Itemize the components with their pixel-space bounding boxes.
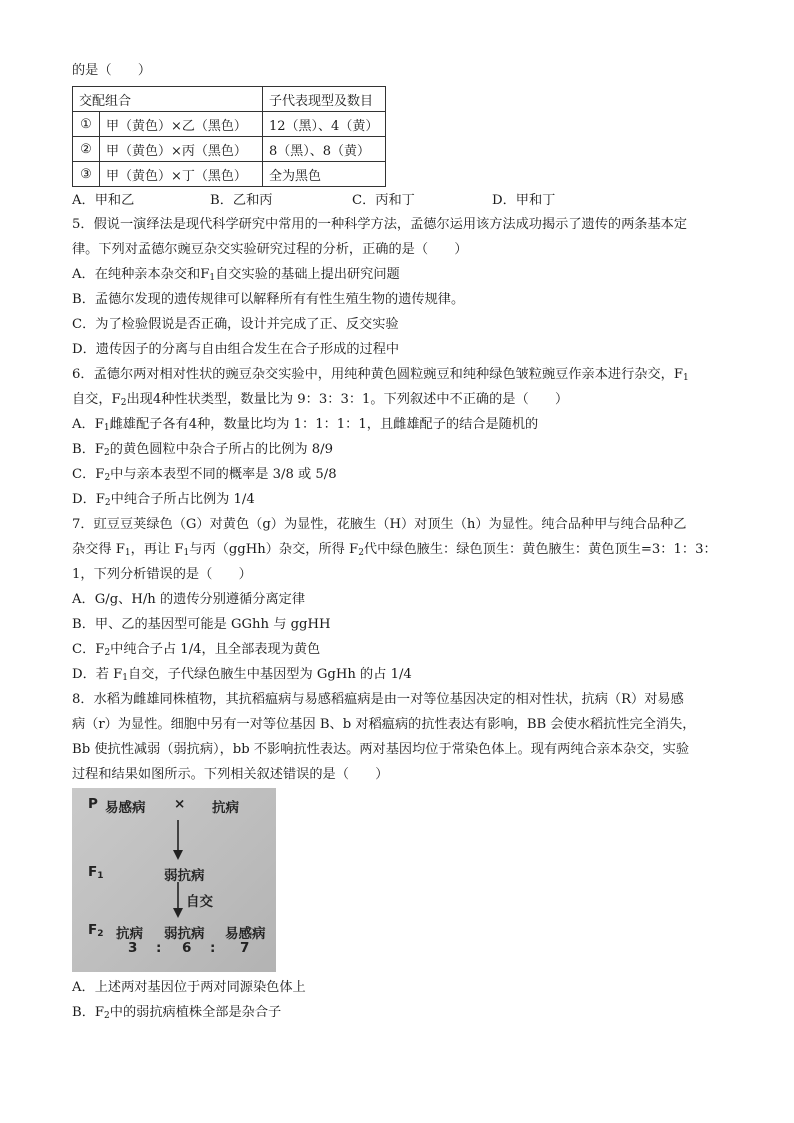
f2-susceptible: 易感病 [225,926,266,942]
header-offspring: 子代表现型及数目 [263,87,386,112]
cross-pair: 甲（黄色）×丁（黑色） [100,162,263,187]
row-number: ① [73,112,100,137]
f1-weak-resistant: 弱抗病 [164,868,205,884]
q8-stem-line-2: 病（r）为显性。细胞中另有一对等位基因 B、b 对稻瘟病的抗性表达有影响，BB 会使水稻抗性完全消失， [72,717,696,732]
selfing-label: 自交 [186,894,213,910]
header-cross-combination: 交配组合 [73,87,263,112]
q6-stem-line-1: 6．孟德尔两对相对性状的豌豆杂交实验中，用纯种黄色圆粒豌豆和纯种绿色皱粒豌豆作亲本进行杂交，$F_1$ [72,367,689,383]
q6-option-b: B．$F_2$的黄色圆粒中杂合子所占的比例为 8/9 [72,442,333,458]
cross-symbol: × [174,796,186,812]
parent-susceptible: 易感病 [105,800,146,816]
q4-option-b: B．乙和丙 [210,193,273,208]
q5-stem-line-2: 律。下列对孟德尔豌豆杂交实验研究过程的分析，正确的是（ ） [72,242,468,257]
q7-option-b: B．甲、乙的基因型可能是 GGhh 与 ggHH [72,617,331,632]
offspring-result: 8（黑）、8（黄） [263,137,386,162]
label-p: P [88,796,98,812]
table-row [73,162,386,187]
q6-option-d: D．$F_2$中纯合子所占比例为 1/4 [72,492,255,508]
q5-option-d: D．遗传因子的分离与自由组合发生在合子形成的过程中 [72,342,400,357]
q7-stem-line-3: 1，下列分析错误的是（ ） [72,567,252,582]
arrow-p-to-f1-head [173,850,183,860]
q7-option-c: C．$F_2$中纯合子占 1/4，且全部表现为黄色 [72,642,321,658]
ratio-resistant: 3 [128,940,138,956]
ratio-colon: : [210,940,216,956]
parent-resistant: 抗病 [212,800,239,816]
cross-table [72,86,386,187]
offspring-result: 全为黑色 [263,162,386,187]
arrow-f1-to-f2-head [173,908,183,918]
table-header-row [73,87,386,112]
q6-stem-line-2: 自交，$F_2$出现4种性状类型，数量比为 9：3：3：1。下列叙述中不正确的是（ ） [72,392,569,408]
q5-option-b: B．孟德尔发现的遗传规律可以解释所有有性生殖生物的遗传规律。 [72,292,465,307]
q4-option-d: D．甲和丁 [492,193,556,208]
q4-option-a: A．甲和乙 [72,193,135,208]
cross-pair: 甲（黄色）×丙（黑色） [100,137,263,162]
q5-option-c: C．为了检验假说是否正确，设计并完成了正、反交实验 [72,317,399,332]
q8-stem-line-3: Bb 使抗性减弱（弱抗病），bb 不影响抗性表达。两对基因均位于常染色体上。现有两纯合亲本杂交，实验 [72,742,690,757]
q8-stem-line-4: 过程和结果如图所示。下列相关叙述错误的是（ ） [72,767,389,782]
q4-option-c: C．丙和丁 [352,193,415,208]
q7-option-a: A．G/g、H/h 的遗传分别遵循分离定律 [72,592,306,607]
q8-option-b: B．$F_2$中的弱抗病植株全部是杂合子 [72,1005,282,1021]
f2-weak-resistant: 弱抗病 [164,926,205,942]
label-f1: $F_1$ [88,864,104,881]
q8-stem-line-1: 8．水稻为雌雄同株植物，其抗稻瘟病与易感稻瘟病是由一对等位基因决定的相对性状，抗病（R）对易感 [72,692,684,707]
cross-pair: 甲（黄色）×乙（黑色） [100,112,263,137]
ratio-colon: : [156,940,162,956]
q4-stem-tail: 的是（ ） [72,63,152,78]
q5-stem-line-1: 5．假说一演绎法是现代科学研究中常用的一种科学方法，孟德尔运用该方法成功揭示了遗传的两条基本定 [72,217,688,232]
q6-option-a: A．$F_1$雌雄配子各有4种，数量比均为 1：1：1：1，且雌雄配子的结合是随机的 [72,417,539,433]
q6-option-c: C．$F_2$中与亲本表型不同的概率是 3/8 或 5/8 [72,467,337,483]
table-row [73,137,386,162]
table-row [73,112,386,137]
ratio-susceptible: 7 [240,940,250,956]
offspring-result: 12（黑）、4（黄） [263,112,386,137]
q7-stem-line-1: 7．豇豆豆荚绿色（G）对黄色（g）为显性，花腋生（H）对顶生（h）为显性。纯合品种甲与纯合品种乙 [72,517,687,532]
q8-option-a: A．上述两对基因位于两对同源染色体上 [72,980,306,995]
cross-diagram-figure [72,788,276,972]
row-number: ② [73,137,100,162]
f2-resistant: 抗病 [116,926,143,942]
q5-option-a: A．在纯种亲本杂交和$F_1$自交实验的基础上提出研究问题 [72,267,400,283]
label-f2: $F_2$ [88,922,104,939]
row-number: ③ [73,162,100,187]
ratio-weak: 6 [182,940,192,956]
q7-option-d: D．若 $F_1$自交，子代绿色腋生中基因型为 GgHh 的占 1/4 [72,667,412,683]
q7-stem-line-2: 杂交得 $F_1$，再让 $F_1$与丙（ggHh）杂交，所得 $F_2$代中绿色腋生：绿色顶生：黄色腋生：黄色顶生=3：1：3： [72,542,717,558]
